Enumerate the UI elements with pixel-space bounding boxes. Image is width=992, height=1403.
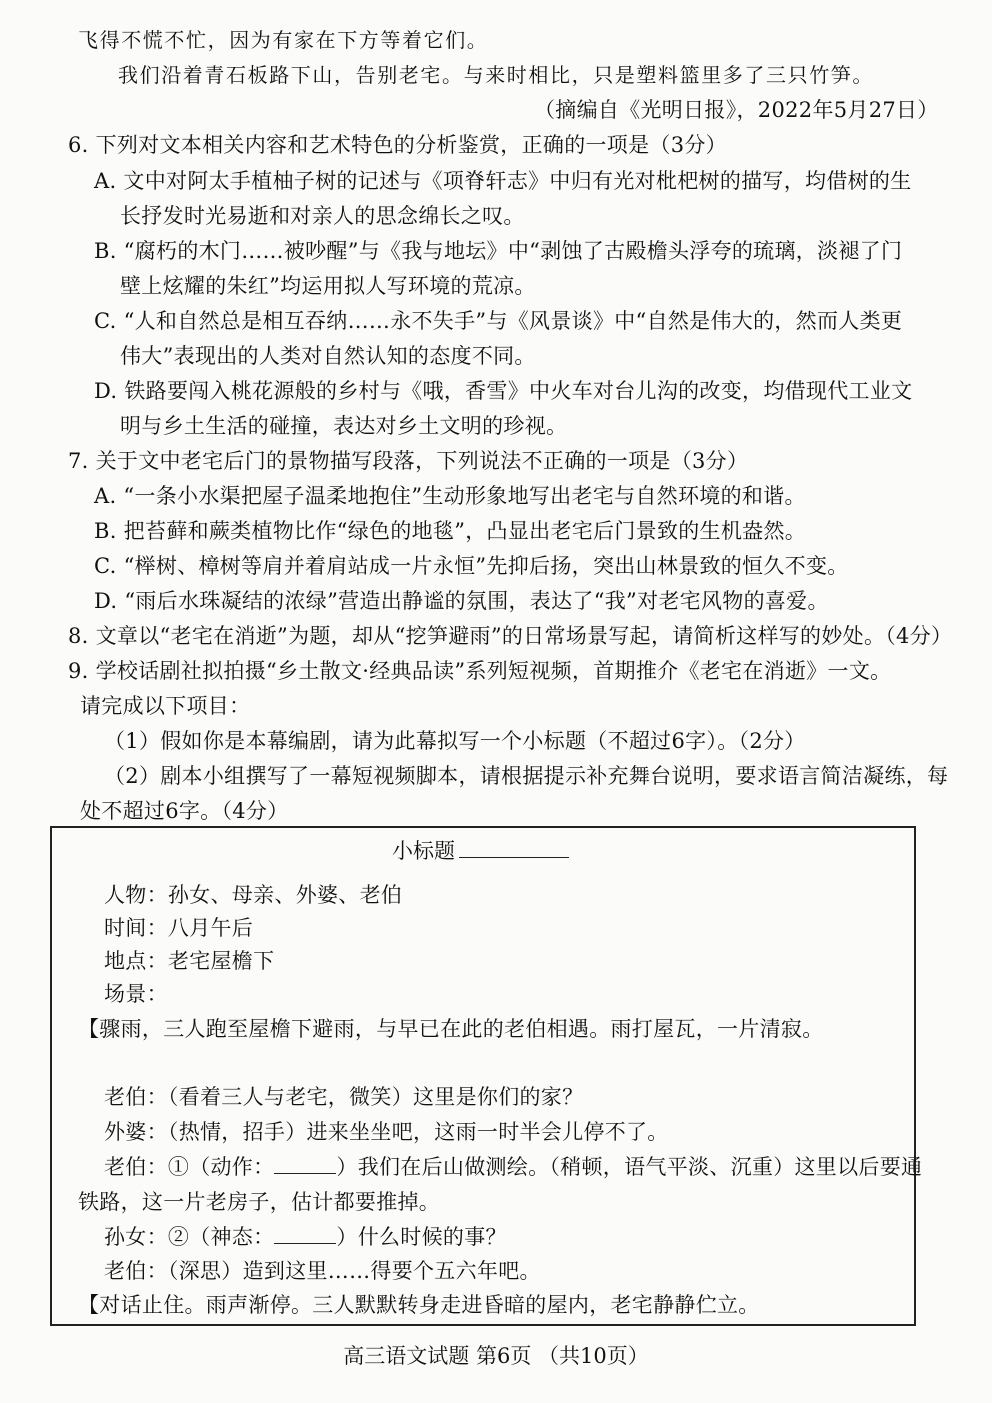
dialogue-line-cont: 铁路，这一片老房子，估计都要推掉。 <box>78 1190 441 1214</box>
dialogue-line-blank1 <box>104 1152 922 1182</box>
option-6c-cont: 伟大”表现出的人类对自然认知的态度不同。 <box>120 344 536 368</box>
script-ending: 【对话止住。雨声渐停。三人默默转身走进昏暗的屋内，老宅静静伫立。 <box>78 1293 760 1317</box>
expression-answer-blank[interactable] <box>274 1225 336 1244</box>
option-7b: B. 把苔藓和蕨类植物比作“绿色的地毯”，凸显出老宅后门景致的生机盎然。 <box>94 519 807 543</box>
dialogue-line: 外婆：（热情，招手）进来坐坐吧，这雨一时半会儿停不了。 <box>104 1120 669 1144</box>
script-scene: 【骤雨，三人跑至屋檐下避雨，与早已在此的老伯相遇。雨打屋瓦，一片清寂。 <box>78 1017 824 1041</box>
question-8: 8. 文章以“老宅在消逝”为题，却从“挖笋避雨”的日常场景写起，请简析这样写的妙处。（4分） <box>68 624 953 648</box>
question-9-part2: （2）剧本小组撰写了一幕短视频脚本，请根据提示补充舞台说明，要求语言简洁凝练，每 <box>104 764 949 788</box>
script-time: 时间：八月午后 <box>104 916 254 940</box>
option-6b-cont: 壁上炫耀的朱红”均运用拟人写环境的荒凉。 <box>120 274 536 298</box>
question-9-part1: （1）假如你是本幕编剧，请为此幕拟写一个小标题（不超过6字）。（2分） <box>104 729 806 753</box>
question-9-stem-cont: 请完成以下项目： <box>80 694 251 718</box>
dialogue-line: 老伯：（看着三人与老宅，微笑）这里是你们的家？ <box>104 1085 584 1109</box>
dialogue-suffix: ）我们在后山做测绘。（稍顿，语气平淡、沉重）这里以后要通 <box>336 1155 923 1179</box>
option-6a-cont: 长抒发时光易逝和对亲人的思念绵长之叹。 <box>120 204 525 228</box>
page-footer: 高三语文试题 第6页 （共10页） <box>343 1344 649 1368</box>
option-7a: A. “一条小水渠把屋子温柔地抱住”生动形象地写出老宅与自然环境的和谐。 <box>94 484 806 508</box>
question-6-stem: 6. 下列对文本相关内容和艺术特色的分析鉴赏，正确的一项是（3分） <box>68 133 727 157</box>
script-title-label: 小标题 <box>392 839 455 863</box>
question-9-stem: 9. 学校话剧社拟拍摄“乡土散文·经典品读”系列短视频，首期推介《老宅在消逝》一文。 <box>68 659 892 683</box>
question-7-stem: 7. 关于文中老宅后门的景物描写段落，下列说法不正确的一项是（3分） <box>68 449 749 473</box>
dialogue-line-blank2 <box>104 1222 507 1252</box>
script-characters: 人物：孙女、母亲、外婆、老伯 <box>104 883 403 907</box>
dialogue-suffix: ）什么时候的事？ <box>336 1225 507 1249</box>
script-scene-label: 场景： <box>104 982 168 1006</box>
dialogue-prefix: 老伯：①（动作： <box>104 1155 275 1179</box>
script-title <box>392 836 569 866</box>
question-9-part2-cont: 处不超过6字。（4分） <box>80 799 289 823</box>
dialogue-prefix: 孙女：②（神态： <box>104 1225 275 1249</box>
option-6d: D. 铁路要闯入桃花源般的乡村与《哦，香雪》中火车对台儿沟的改变，均借现代工业文 <box>94 379 913 403</box>
option-7c: C. “榉树、樟树等肩并着肩站成一片永恒”先抑后扬，突出山林景致的恒久不变。 <box>94 554 849 578</box>
option-6d-cont: 明与乡土生活的碰撞，表达对乡土文明的珍视。 <box>120 414 568 438</box>
dialogue-line: 老伯：（深思）造到这里……得要个五六年吧。 <box>104 1259 541 1283</box>
option-6c: C. “人和自然总是相互吞纳……永不失手”与《风景谈》中“自然是伟大的，然而人类更 <box>94 309 903 333</box>
script-place: 地点：老宅屋檐下 <box>104 949 275 973</box>
passage-line: 飞得不慌不忙，因为有家在下方等着它们。 <box>78 28 489 52</box>
title-answer-blank[interactable] <box>459 837 569 858</box>
passage-line: 我们沿着青石板路下山，告别老宅。与来时相比，只是塑料篮里多了三只竹笋。 <box>118 63 874 87</box>
option-6b: B. “腐朽的木门……被吵醒”与《我与地坛》中“剥蚀了古殿檐头浮夸的琉璃，淡褪了门 <box>94 239 903 263</box>
action-answer-blank[interactable] <box>274 1155 336 1174</box>
passage-source: （摘编自《光明日报》，2022年5月27日） <box>534 98 939 122</box>
option-7d: D. “雨后水珠凝结的浓绿”营造出静谧的氛围，表达了“我”对老宅风物的喜爱。 <box>94 589 829 613</box>
option-6a: A. 文中对阿太手植柚子树的记述与《项脊轩志》中归有光对枇杷树的描写，均借树的生 <box>94 169 912 193</box>
